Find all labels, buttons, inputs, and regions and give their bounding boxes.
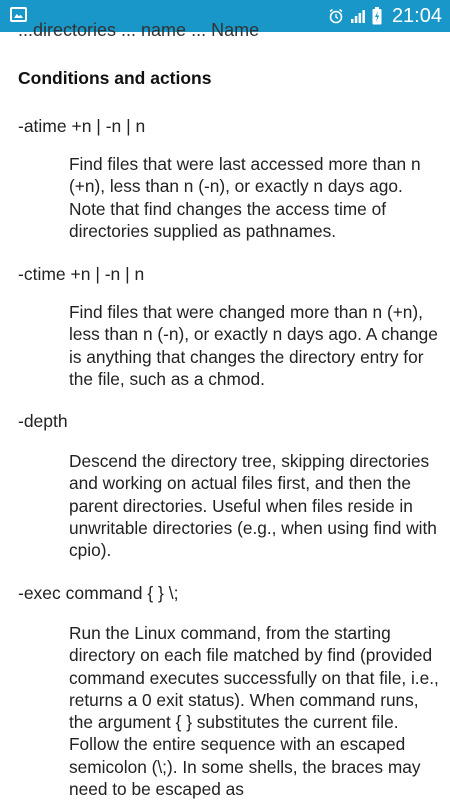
option-term-depth: -depth	[18, 411, 68, 431]
option-description-exec: Run the Linux command, from the starting directory on each file matched by find (provided command executes successfully on that file, i.e., returns a 0 exit status). When command runs, the argument { } substitutes the current file. Follow the entire sequence with an escaped semicolon (\;). In some shells, the braces may need to be escaped as	[69, 623, 439, 800]
status-time: 21:04	[391, 4, 442, 27]
option-term-ctime: -ctime +n | -n | n	[18, 264, 145, 284]
reference-content[interactable]	[0, 20, 450, 800]
option-description-depth: Descend the directory tree, skipping directories and working on actual files first, and then the parent directories. Useful when files reside in unwritable directories (e.g., when using find with cpio).	[69, 451, 437, 561]
battery-icon	[372, 7, 382, 25]
partial-text-line: ...directories ... name ... Name	[18, 20, 260, 40]
signal-icon	[350, 8, 366, 24]
status-right	[328, 0, 442, 32]
alarm-icon	[328, 8, 344, 24]
option-term-atime: -atime +n | -n | n	[18, 116, 146, 136]
option-description-ctime: Find files that were changed more than n (+n), less than n (-n), or exactly n days ago. A change is anything that changes the directory entry for the file, such as a chmod.	[69, 302, 438, 389]
option-term-exec: -exec command { } \;	[18, 583, 179, 603]
section-heading: Conditions and actions	[18, 68, 212, 88]
option-description-atime: Find files that were last accessed more than n (+n), less than n (-n), or exactly n days ago. Note that find changes the access time of directories supplied as pathnames.	[69, 154, 421, 241]
